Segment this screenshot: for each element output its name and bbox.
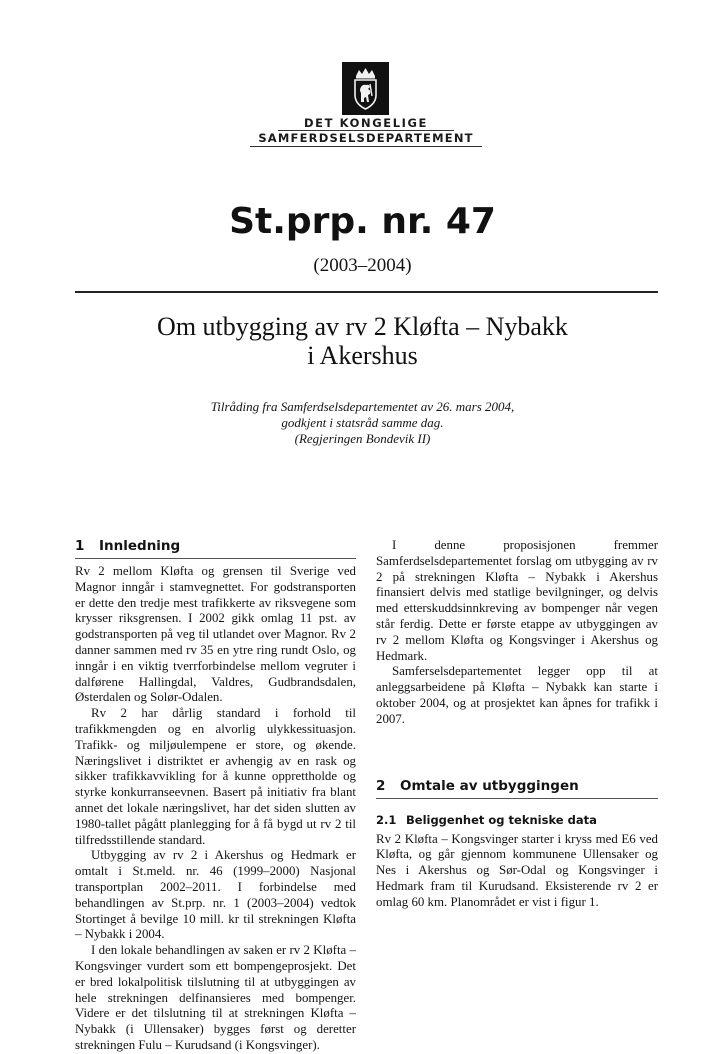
section-1-number: 1 bbox=[75, 538, 85, 554]
approval-note bbox=[0, 399, 725, 447]
document-title-line1: Om utbygging av rv 2 Kløfta – Nybakk bbox=[157, 312, 568, 341]
section-1-paragraph-5: I denne proposisjonen fremmer Samferdselsdepartementet forslag om utbygging av rv 2 på strekningen Kløfta – Nybakk i Akershus finansiert delvis med statlige bevilgninger, og delvis med etterskuddsinnkreving av bompenger når vegen står ferdig. Dette er første etappe av utbyggingen av rv 2 mellom Kløfta og Kongsvinger i Akershus og Hedmark. bbox=[376, 538, 658, 663]
approval-line1: Tilråding fra Samferdselsdepartementet av 26. mars 2004, bbox=[210, 399, 515, 414]
right-column-flow bbox=[376, 538, 658, 911]
norwegian-coat-of-arms-icon bbox=[342, 62, 389, 115]
section-1-heading bbox=[75, 538, 356, 559]
title-divider bbox=[75, 291, 658, 293]
approval-line2: godkjent i statsråd samme dag. bbox=[281, 415, 444, 430]
section-2-paragraph-1: Rv 2 Kløfta – Kongsvinger starter i kryss med E6 ved Kløfta, og går gjennom kommunene Ullensaker og Nes i Akershus og Sør-Odal og Kongsvinger i Hedmark fram til Kurudsand. Eksisterende rv 2 er omlag 60 km. Planområdet er vist i figur 1. bbox=[376, 831, 658, 909]
document-session: (2003–2004) bbox=[313, 255, 412, 276]
section-2-title: Omtale av utbyggingen bbox=[400, 777, 579, 794]
document-title-line2: i Akershus bbox=[307, 341, 418, 370]
department-name-line1: DET KONGELIGE bbox=[303, 116, 429, 130]
section-1-paragraph-6: Samferselsdepartementet legger opp til at anleggsarbeidene på Kløfta – Nybakk kan starte i oktober 2004, og at prosjektet kan åpnes for trafikk i 2007. bbox=[376, 664, 658, 726]
section-1-title: Innledning bbox=[99, 538, 181, 554]
section-2-1-number: 2.1 bbox=[376, 812, 397, 827]
section-2-1-title: Beliggenhet og tekniske data bbox=[406, 812, 597, 827]
section-2-number: 2 bbox=[376, 777, 386, 794]
left-column bbox=[75, 538, 356, 1054]
section-2-heading bbox=[376, 778, 658, 799]
header-divider-bottom bbox=[250, 146, 482, 147]
document-title bbox=[0, 312, 725, 370]
section-spacer bbox=[376, 728, 658, 778]
document-number: St.prp. nr. 47 bbox=[229, 201, 496, 242]
department-name-line2: SAMFERDSELSDEPARTEMENT bbox=[258, 131, 474, 145]
section-1-paragraph-4: I den lokale behandlingen av saken er rv 2 Kløfta – Kongsvinger vurdert som ett bompengeprosjekt. Det er bred lokalpolitisk tilslutning til at utbyggingen av hele strekningen delfinansieres med bompenger. Videre er det tilslutning til at strekningen Kløfta – Nybakk (i Ullensaker) bygges først og deretter strekningen Fulu – Kurudsand (i Kongsvinger). bbox=[75, 943, 356, 1052]
section-1-paragraph-3: Utbygging av rv 2 i Akershus og Hedmark er omtalt i St.meld. nr. 46 (1999–2000) Nasjonal transportplan 2002–2011. I forbindelse med behandlingen av St.prp. nr. 1 (2003–2004) vedtok Stortinget å bevilge 10 mill. kr til strekningen Kløfta – Nybakk i 2004. bbox=[75, 848, 356, 942]
section-2-1-heading bbox=[376, 813, 658, 828]
approval-line3: (Regjeringen Bondevik II) bbox=[294, 431, 431, 446]
section-1-paragraph-1: Rv 2 mellom Kløfta og grensen til Sverige ved Magnor inngår i stamvegnettet. For godstransporten er dette den tredje mest trafikkerte av riksvegene som krysser riksgrensen. I 2002 gikk omlag 11 pst. av godstransporten på veg til utlandet over Magnor. Rv 2 danner sammen med rv 35 en ytre ring rundt Oslo, og inngår i en viktig tverrforbindelse mellom vegruter i dalførene Hallingdal, Valdres, Gudbrandsdalen, Østerdalen og Solør-Odalen. bbox=[75, 564, 356, 705]
section-1-paragraph-2: Rv 2 har dårlig standard i forhold til trafikkmengden og en alvorlig ulykkessituasjon. Trafikk- og miljøulempene er store, og økende. Næringslivet i distriktet er avhengig av en rask og sikker trafikkavvikling for å kunne opprettholde og styrke konkurranseevnen. Basert på initiativ fra blant annet det lokale næringslivet, har det siden slutten av 1980-tallet pågått planlegging for å få bygd ut rv 2 til tilfredsstillende standard. bbox=[75, 706, 356, 847]
right-column-content bbox=[376, 538, 658, 911]
